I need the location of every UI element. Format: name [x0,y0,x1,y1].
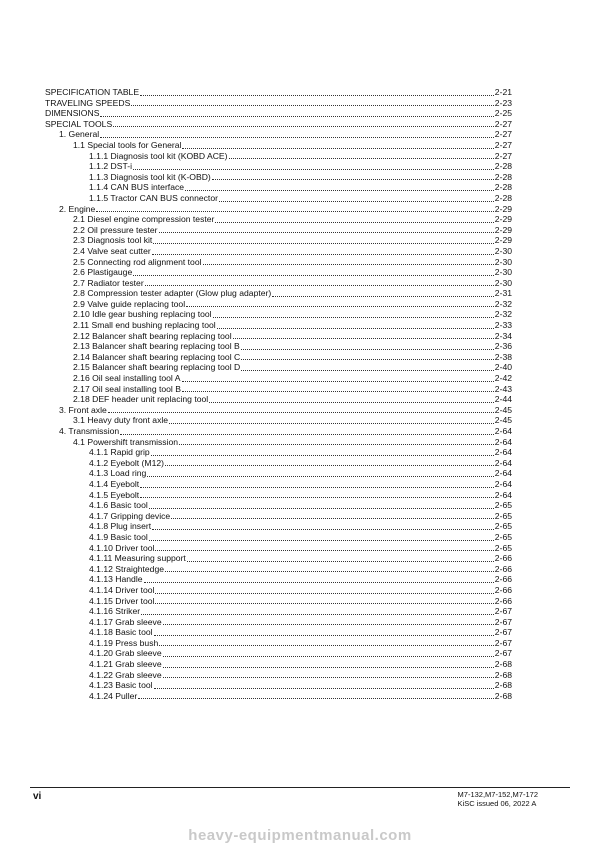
toc-entry-title: 4.1.7 Gripping device [89,510,171,521]
toc-entry-title: 3.1 Heavy duty front axle [73,415,169,426]
toc-entry-page: 2-67 [494,637,512,648]
toc-entry-page: 2-27 [494,150,512,161]
toc-entry[interactable] [45,458,512,469]
toc-entry-page: 2-29 [494,224,512,235]
toc-entry-page: 2-68 [494,680,512,691]
toc-entry-page: 2-65 [494,542,512,553]
watermark: heavy-equipmentmanual.com [188,827,412,844]
toc-entry[interactable] [45,617,512,628]
toc-entry-title: 2.6 Plastigauge [73,267,133,278]
toc-entry[interactable] [45,680,512,691]
toc-entry[interactable] [45,225,512,236]
toc-entry[interactable] [45,500,512,511]
toc-entry[interactable] [45,606,512,617]
toc-entry[interactable] [45,267,512,278]
page-number: vi [33,791,42,802]
toc-leader-dots [155,603,493,604]
toc-leader-dots [179,444,494,445]
toc-entry[interactable] [45,479,512,490]
toc-leader-dots [165,571,494,572]
toc-entry-page: 2-64 [494,457,512,468]
toc-entry[interactable] [45,543,512,554]
toc-entry-page: 2-28 [494,161,512,172]
toc-entry-page: 2-64 [494,489,512,500]
toc-leader-dots [186,306,494,307]
toc-leader-dots [163,667,494,668]
toc-entry-title: 4.1.14 Driver tool [89,584,155,595]
toc-entry-page: 2-32 [494,309,512,320]
toc-entry-title: SPECIFICATION TABLE [45,87,140,97]
toc-entry[interactable] [45,235,512,246]
toc-entry-page: 2-30 [494,267,512,278]
toc-entry[interactable] [45,564,512,575]
toc-entry-page: 2-68 [494,659,512,670]
toc-entry-page: 2-25 [494,108,512,119]
toc-entry-title: 2.16 Oil seal installing tool A [73,373,181,384]
toc-entry-page: 2-42 [494,373,512,384]
toc-entry[interactable] [45,585,512,596]
toc-entry[interactable] [45,246,512,257]
toc-entry[interactable] [45,341,512,352]
toc-entry-page: 2-64 [494,468,512,479]
toc-leader-dots [133,169,494,170]
toc-entry-title: 4.1.2 Eyebolt (M12) [89,457,164,468]
toc-entry[interactable] [45,278,512,289]
toc-leader-dots [233,338,494,339]
toc-entry-page: 2-31 [494,288,512,299]
toc-entry[interactable] [45,87,512,98]
toc-entry-page: 2-67 [494,606,512,617]
toc-entry-title: 2.18 DEF header unit replacing tool [73,394,209,405]
toc-entry-page: 2-43 [494,383,512,394]
toc-entry[interactable] [45,468,512,479]
toc-leader-dots [165,465,494,466]
toc-entry-title: 3. Front axle [59,404,107,415]
toc-entry-title: 4.1.24 Puller [89,690,138,701]
toc-leader-dots [185,190,494,191]
toc-leader-dots [217,328,494,329]
toc-entry-title: 4.1.16 Striker [89,606,141,617]
toc-entry-title: 1.1.1 Diagnosis tool kit (KOBD ACE) [89,150,228,161]
toc-entry-title: 4.1.20 Grab sleeve [89,648,162,659]
toc-entry-title: 4.1.21 Grab sleeve [89,659,162,670]
toc-leader-dots [209,402,494,403]
toc-entry-page: 2-45 [494,404,512,415]
toc-entry-title: 2.11 Small end bushing replacing tool [73,320,216,331]
toc-leader-dots [154,688,494,689]
toc-entry-title: 4. Transmission [59,426,120,436]
toc-entry-title: 2.2 Oil pressure tester [73,224,158,235]
toc-entry[interactable] [45,511,512,522]
footer-model-info [458,790,538,808]
toc-entry-title: 2.10 Idle gear bushing replacing tool [73,309,212,320]
toc-entry-page: 2-29 [494,214,512,225]
toc-entry[interactable] [45,119,512,130]
toc-entry-title: 2.15 Balancer shaft bearing replacing tool D [73,362,241,373]
toc-entry[interactable] [45,670,512,681]
toc-entry-page: 2-32 [494,298,512,309]
toc-entry[interactable] [45,362,512,373]
toc-entry-page: 2-30 [494,256,512,267]
toc-leader-dots [140,497,494,498]
toc-entry[interactable] [45,151,512,162]
toc-entry-title: 4.1.22 Grab sleeve [89,669,162,680]
toc-leader-dots [163,656,494,657]
toc-entry-page: 2-27 [494,139,512,150]
toc-entry-page: 2-30 [494,277,512,288]
toc-entry[interactable] [45,204,512,215]
toc-entry-title: 1. General [59,129,100,140]
toc-entry-page: 2-38 [494,351,512,362]
toc-entry-page: 2-40 [494,362,512,373]
toc-entry[interactable] [45,638,512,649]
toc-entry[interactable] [45,331,512,342]
footer-models: M7-132,M7-152,M7-172 [457,790,538,799]
toc-leader-dots [241,359,494,360]
toc-entry-page: 2-29 [494,203,512,214]
toc-leader-dots [151,455,494,456]
toc-entry-page: 2-27 [494,118,512,129]
toc-leader-dots [149,508,494,509]
toc-entry-title: 4.1.23 Basic tool [89,680,153,691]
toc-entry-page: 2-64 [494,436,512,447]
toc-entry[interactable] [45,309,512,320]
toc-entry[interactable] [45,129,512,140]
toc-entry-title: 4.1.9 Basic tool [89,531,148,542]
toc-entry[interactable] [45,627,512,638]
toc-entry[interactable] [45,257,512,268]
toc-entry[interactable] [45,648,512,659]
toc-entry-title: DIMENSIONS [45,108,100,119]
toc-entry-title: 2.1 Diesel engine compression tester [73,214,215,225]
toc-leader-dots [241,370,494,371]
toc-entry-page: 2-36 [494,341,512,352]
toc-leader-dots [113,126,494,127]
toc-leader-dots [140,95,494,96]
toc-entry[interactable] [45,490,512,501]
toc-entry[interactable] [45,691,512,702]
toc-entry-title: 1.1.5 Tractor CAN BUS connector [89,192,218,203]
footer-issued: KiSC issued 06, 2022 A [457,799,537,808]
toc-entry-page: 2-29 [494,235,512,246]
toc-entry[interactable] [45,320,512,331]
toc-leader-dots [215,222,493,223]
toc-entry-title: 4.1.5 Eyebolt [89,489,140,500]
toc-entry[interactable] [45,384,512,395]
toc-entry-title: 4.1.8 Plug insert [89,521,152,532]
toc-entry-title: 4.1.1 Rapid grip [89,447,150,458]
toc-entry-page: 2-67 [494,648,512,659]
toc-entry-title: 4.1.17 Grab sleeve [89,616,162,627]
toc-leader-dots [144,582,494,583]
toc-leader-dots [96,211,493,212]
toc-entry-page: 2-66 [494,553,512,564]
toc-entry-title: 2.9 Valve guide replacing tool [73,298,186,309]
toc-entry[interactable] [45,532,512,543]
toc-entry[interactable] [45,161,512,172]
toc-leader-dots [203,264,494,265]
toc-entry-title: 2.3 Diagnosis tool kit [73,235,153,246]
toc-entry-title: 4.1.18 Basic tool [89,627,153,638]
toc-leader-dots [272,296,494,297]
toc-leader-dots [159,232,494,233]
toc-entry-page: 2-66 [494,584,512,595]
toc-entry-page: 2-28 [494,192,512,203]
toc-entry-title: 1.1 Special tools for General [73,139,182,150]
toc-leader-dots [145,285,494,286]
toc-entry[interactable] [45,140,512,151]
toc-entry-title: 4.1 Powershift transmission [73,436,179,447]
toc-leader-dots [100,137,494,138]
toc-entry-title: 1.1.3 Diagnosis tool kit (K-OBD) [89,171,211,182]
toc-leader-dots [138,698,494,699]
toc-leader-dots [131,105,493,106]
toc-entry-page: 2-68 [494,669,512,680]
toc-leader-dots [163,624,494,625]
toc-leader-dots [212,179,494,180]
toc-entry-title: 4.1.13 Handle [89,574,143,585]
toc-leader-dots [140,487,494,488]
toc-entry[interactable] [45,172,512,183]
toc-entry[interactable] [45,447,512,458]
toc-entry-title: 1.1.4 CAN BUS interface [89,182,185,193]
toc-entry-page: 2-66 [494,574,512,585]
toc-leader-dots [155,593,493,594]
toc-leader-dots [149,540,494,541]
toc-leader-dots [187,561,494,562]
toc-leader-dots [152,529,494,530]
toc-entry-title: 2.14 Balancer shaft bearing replacing tool C [73,351,241,362]
toc-entry[interactable] [45,394,512,405]
toc-entry-title: 2.13 Balancer shaft bearing replacing tool B [73,341,240,352]
toc-leader-dots [120,434,494,435]
toc-entry-title: 2.17 Oil seal installing tool B [73,383,181,394]
toc-entry[interactable] [45,193,512,204]
toc-entry-page: 2-30 [494,245,512,256]
toc-leader-dots [163,677,494,678]
toc-entry-title: 4.1.10 Driver tool [89,542,155,553]
toc-entry-page: 2-67 [494,627,512,638]
toc-entry[interactable] [45,352,512,363]
toc-entry-page: 2-64 [494,426,512,436]
toc-entry[interactable] [45,426,512,437]
toc-leader-dots [159,645,494,646]
toc-entry-page: 2-65 [494,521,512,532]
toc-entry[interactable] [45,214,512,225]
toc-leader-dots [153,243,494,244]
toc-leader-dots [155,550,493,551]
toc-entry-title: 2.7 Radiator tester [73,277,144,288]
toc-entry[interactable] [45,659,512,670]
toc-entry-title: 4.1.3 Load ring [89,468,147,479]
toc-entry-page: 2-34 [494,330,512,341]
toc-entry[interactable] [45,182,512,193]
toc-leader-dots [141,614,494,615]
toc-leader-dots [229,158,494,159]
toc-entry[interactable] [45,405,512,416]
toc-entry-title: 4.1.15 Driver tool [89,595,155,606]
toc-entry-title: 4.1.19 Press bush [89,637,159,648]
toc-entry[interactable] [45,98,512,109]
footer-divider [30,787,570,788]
toc-leader-dots [100,116,493,117]
toc-entry-page: 2-65 [494,510,512,521]
toc-entry-title: 2.8 Compression tester adapter (Glow plug adapter) [73,288,272,299]
toc-leader-dots [241,349,494,350]
toc-leader-dots [108,412,494,413]
toc-leader-dots [182,381,494,382]
toc-entry-page: 2-27 [494,129,512,140]
toc-entry-page: 2-68 [494,690,512,701]
toc-entry-title: TRAVELING SPEEDS [45,97,131,108]
toc-entry-title: 2.4 Valve seat cutter [73,245,151,256]
toc-entry[interactable] [45,288,512,299]
toc-entry-page: 2-67 [494,616,512,627]
toc-entry-page: 2-65 [494,500,512,511]
toc-entry-page: 2-66 [494,595,512,606]
toc-entry[interactable] [45,373,512,384]
toc-entry[interactable] [45,299,512,310]
toc-leader-dots [213,317,494,318]
toc-leader-dots [133,275,494,276]
toc-entry-title: 4.1.4 Eyebolt [89,478,140,489]
toc-leader-dots [182,148,493,149]
toc-entry-title: 4.1.6 Basic tool [89,500,148,511]
toc-entry-title: 2.5 Connecting rod alignment tool [73,256,202,267]
toc-entry-page: 2-21 [494,87,512,97]
toc-entry[interactable] [45,596,512,607]
toc-entry-title: 2.12 Balancer shaft bearing replacing tool [73,330,232,341]
toc-entry-page: 2-44 [494,394,512,405]
toc-entry-page: 2-64 [494,478,512,489]
toc-entry[interactable] [45,574,512,585]
toc-entry[interactable] [45,521,512,532]
toc-leader-dots [171,518,494,519]
toc-entry-page: 2-28 [494,171,512,182]
toc-entry-page: 2-33 [494,320,512,331]
toc-entry-title: SPECIAL TOOLS [45,118,113,129]
toc-entry[interactable] [45,437,512,448]
toc-entry-title: 4.1.12 Straightedge [89,563,165,574]
toc-entry-page: 2-45 [494,415,512,426]
toc-entry-page: 2-65 [494,531,512,542]
toc-entry-page: 2-64 [494,447,512,458]
toc-entry[interactable] [45,553,512,564]
toc-entry-page: 2-66 [494,563,512,574]
toc-leader-dots [152,254,494,255]
toc-leader-dots [182,391,494,392]
toc-entry[interactable] [45,108,512,119]
toc-leader-dots [154,635,494,636]
toc-entry-title: 4.1.11 Measuring support [89,553,186,564]
toc-entry-title: 1.1.2 DST-i [89,161,132,172]
toc-entry-page: 2-28 [494,182,512,193]
table-of-contents [45,87,512,701]
toc-entry-title: 2. Engine [59,203,96,214]
toc-entry-page: 2-23 [494,97,512,108]
toc-entry[interactable] [45,415,512,426]
toc-leader-dots [169,423,494,424]
toc-leader-dots [147,476,493,477]
toc-leader-dots [219,201,494,202]
